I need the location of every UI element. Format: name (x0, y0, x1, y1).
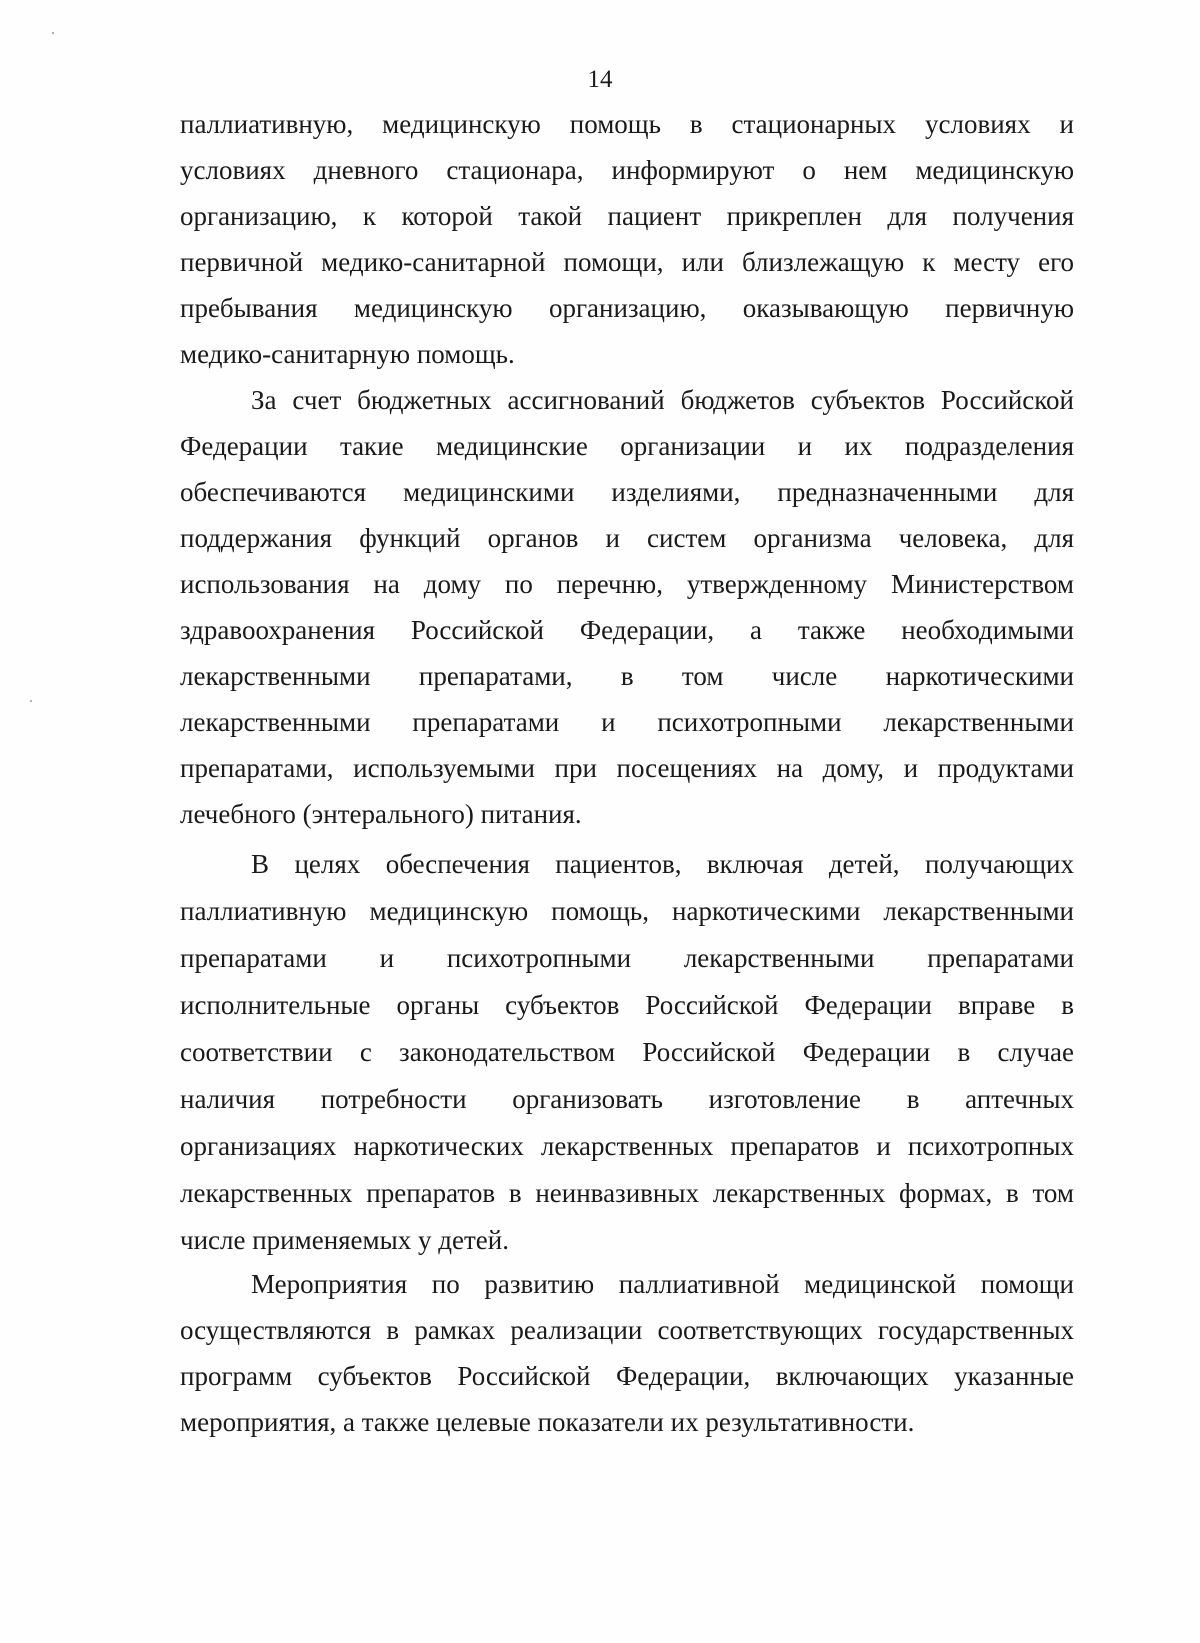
text-line: За счет бюджетных ассигнований бюджетов субъектов Российской (251, 385, 1074, 415)
text-line: первичной медико-санитарной помощи, или близлежащую к месту его (180, 247, 1074, 277)
text-line: лекарственных препаратов в неинвазивных лекарственных формах, в том (180, 1178, 1074, 1208)
text-line: осуществляются в рамках реализации соответствующих государственных (180, 1315, 1074, 1345)
text-line: программ субъектов Российской Федерации, включающих указанные (180, 1361, 1074, 1391)
text-line: препаратами, используемыми при посещениях на дому, и продуктами (180, 753, 1074, 783)
text-line: лекарственными препаратами, в том числе наркотическими (180, 661, 1074, 691)
text-line: условиях дневного стационара, информируют о нем медицинскую (180, 155, 1074, 185)
text-line: паллиативную медицинскую помощь, наркотическими лекарственными (180, 896, 1074, 926)
text-line: Федерации такие медицинские организации и их подразделения (180, 431, 1074, 461)
text-line: пребывания медицинскую организацию, оказывающую первичную (180, 293, 1074, 323)
text-line: здравоохранения Российской Федерации, а также необходимыми (180, 615, 1074, 645)
text-line: препаратами и психотропными лекарственными препаратами (180, 943, 1074, 973)
text-line: паллиативную, медицинскую помощь в стационарных условиях и (180, 109, 1074, 139)
text-line: Мероприятия по развитию паллиативной медицинской помощи (251, 1269, 1074, 1299)
text-line: лекарственными препаратами и психотропными лекарственными (180, 707, 1074, 737)
text-line: медико-санитарную помощь. (180, 339, 515, 369)
text-line: мероприятия, а также целевые показатели их результативности. (180, 1407, 915, 1437)
text-line: наличия потребности организовать изготовление в аптечных (180, 1084, 1074, 1114)
text-line: использования на дому по перечню, утвержденному Министерством (180, 569, 1074, 599)
text-line: числе применяемых у детей. (180, 1225, 509, 1255)
text-line: В целях обеспечения пациентов, включая детей, получающих (251, 849, 1074, 879)
scan-speck (30, 700, 32, 702)
text-line: организациях наркотических лекарственных препаратов и психотропных (180, 1131, 1074, 1161)
text-line: лечебного (энтерального) питания. (180, 799, 582, 829)
text-line: поддержания функций органов и систем организма человека, для (180, 523, 1074, 553)
text-line: организацию, к которой такой пациент прикреплен для получения (180, 201, 1074, 231)
page-number: 14 (587, 66, 613, 93)
text-line: исполнительные органы субъектов Российской Федерации вправе в (180, 990, 1074, 1020)
scan-speck (52, 32, 54, 34)
text-line: обеспечиваются медицинскими изделиями, предназначенными для (180, 477, 1074, 507)
text-line: соответствии с законодательством Российской Федерации в случае (180, 1037, 1074, 1067)
